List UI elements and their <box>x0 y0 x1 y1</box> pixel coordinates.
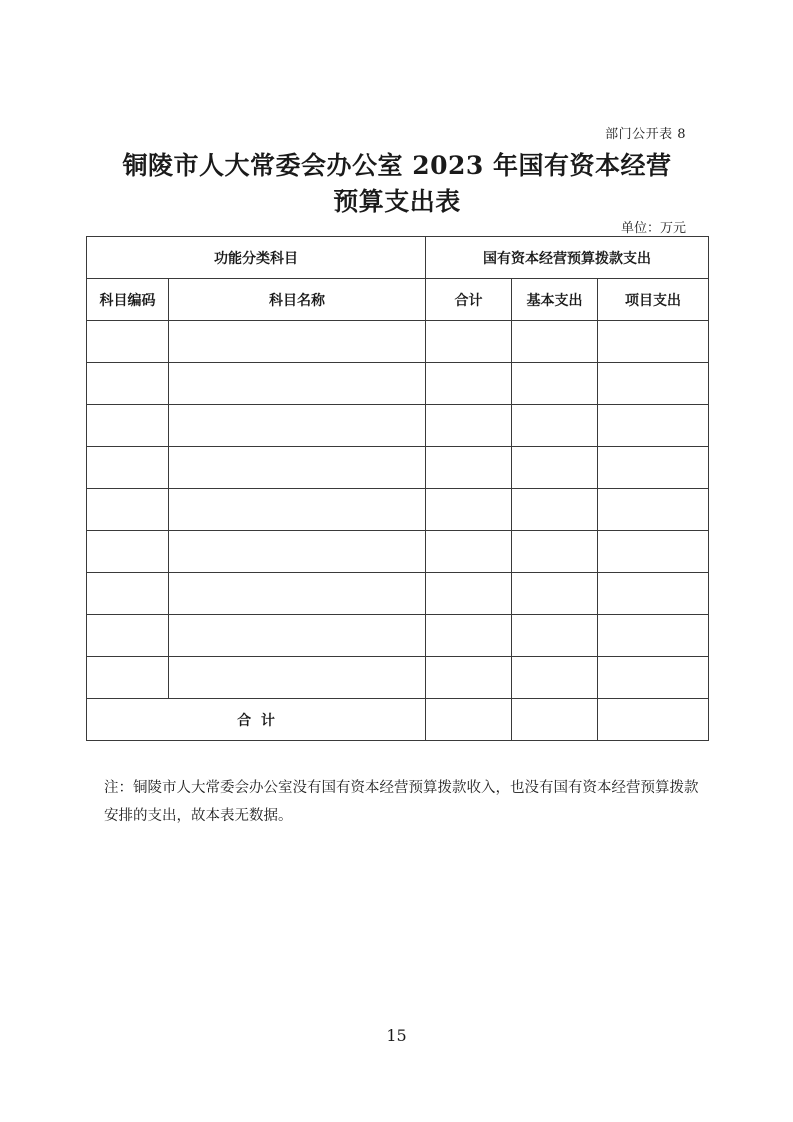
table-cell <box>169 363 426 405</box>
group-header-function-class: 功能分类科目 <box>87 237 426 279</box>
table-cell <box>169 657 426 699</box>
table-cell <box>598 321 709 363</box>
table-cell <box>598 573 709 615</box>
table-cell <box>87 657 169 699</box>
table-cell <box>598 363 709 405</box>
table-row <box>87 447 709 489</box>
column-header-project: 项目支出 <box>598 279 709 321</box>
table-cell <box>87 321 169 363</box>
column-header-basic: 基本支出 <box>512 279 598 321</box>
table-cell <box>169 447 426 489</box>
table-cell <box>512 321 598 363</box>
total-cell <box>598 699 709 741</box>
page-number: 15 <box>386 1026 407 1045</box>
table-cell <box>87 363 169 405</box>
table-cell <box>426 405 512 447</box>
table-cell <box>512 405 598 447</box>
table-cell <box>87 405 169 447</box>
column-header-total: 合计 <box>426 279 512 321</box>
table-cell <box>426 363 512 405</box>
table-cell <box>426 489 512 531</box>
table-row <box>87 363 709 405</box>
total-cell <box>512 699 598 741</box>
document-label: 部门公开表 8 <box>605 127 686 142</box>
table-row <box>87 489 709 531</box>
table-cell <box>169 531 426 573</box>
unit-label: 单位：万元 <box>620 221 686 236</box>
table-cell <box>512 363 598 405</box>
table-cell <box>426 531 512 573</box>
table-row <box>87 573 709 615</box>
table-cell <box>512 447 598 489</box>
column-header-code: 科目编码 <box>87 279 169 321</box>
table-row <box>87 405 709 447</box>
table-cell <box>169 615 426 657</box>
table-cell <box>169 405 426 447</box>
table-cell <box>598 447 709 489</box>
total-label: 合 计 <box>87 699 426 741</box>
table-cell <box>598 405 709 447</box>
table-cell <box>512 573 598 615</box>
table-cell <box>512 489 598 531</box>
table-cell <box>598 489 709 531</box>
table-cell <box>87 489 169 531</box>
table-cell <box>87 573 169 615</box>
footnote: 注：铜陵市人大常委会办公室没有国有资本经营预算拨款收入，也没有国有资本经营预算拨款安排的支出，故本表无数据。 <box>104 780 699 824</box>
group-header-row <box>87 237 709 279</box>
table-cell <box>512 615 598 657</box>
page-title: 铜陵市人大常委会办公室 2023 年国有资本经营 <box>122 151 672 180</box>
total-cell <box>426 699 512 741</box>
table-cell <box>426 657 512 699</box>
table-row <box>87 657 709 699</box>
column-header-name: 科目名称 <box>169 279 426 321</box>
table-row <box>87 615 709 657</box>
table-cell <box>598 531 709 573</box>
group-header-state-capital-expenditure: 国有资本经营预算拨款支出 <box>426 237 709 279</box>
table-cell <box>87 447 169 489</box>
table-cell <box>426 447 512 489</box>
table-row <box>87 531 709 573</box>
page-title-line2: 预算支出表 <box>333 187 461 216</box>
table-cell <box>426 573 512 615</box>
table-cell <box>169 321 426 363</box>
table-cell <box>598 615 709 657</box>
table-cell <box>512 657 598 699</box>
total-row <box>87 699 709 741</box>
table-cell <box>169 573 426 615</box>
table-cell <box>426 615 512 657</box>
table-row <box>87 321 709 363</box>
column-header-row <box>87 279 709 321</box>
table-cell <box>87 531 169 573</box>
table-cell <box>512 531 598 573</box>
budget-table <box>86 236 709 741</box>
table-cell <box>169 489 426 531</box>
table-cell <box>87 615 169 657</box>
table-cell <box>598 657 709 699</box>
table-cell <box>426 321 512 363</box>
